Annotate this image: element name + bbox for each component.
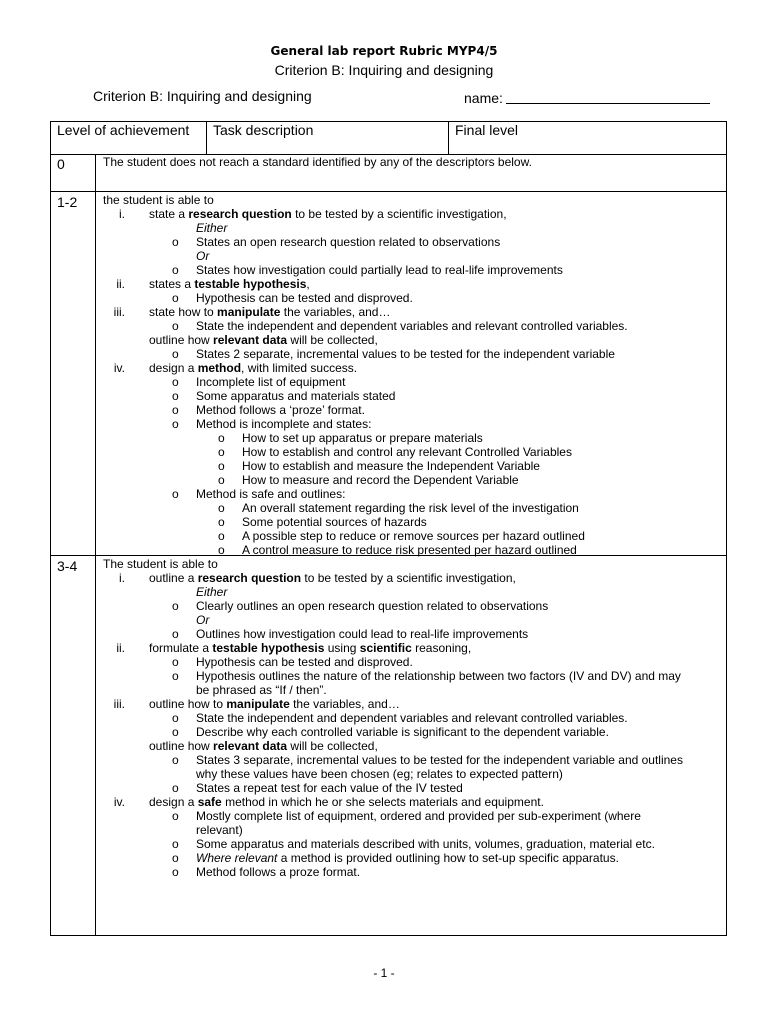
criterion-label: Criterion B: Inquiring and designing <box>93 88 312 104</box>
level-0-label: 0 <box>57 156 65 172</box>
level-col-divider <box>95 154 96 936</box>
level-1-2-label: 1-2 <box>57 194 78 210</box>
header-final-level: Final level <box>455 122 519 138</box>
name-field[interactable] <box>464 88 710 106</box>
page-number: - 1 - <box>373 966 395 980</box>
name-blank-line[interactable] <box>506 88 710 104</box>
document-title: General lab report Rubric MYP4/5 <box>270 44 498 58</box>
document-subtitle: Criterion B: Inquiring and designing <box>274 62 494 78</box>
level-0-description: The student does not reach a standard identified by any of the descriptors below. <box>103 155 532 169</box>
header-task-description: Task description <box>213 122 314 138</box>
name-label: name: <box>464 90 503 106</box>
header-level-of-achievement: Level of achievement <box>57 122 190 138</box>
row-divider-0 <box>50 191 727 192</box>
level-3-4-label: 3-4 <box>57 558 78 574</box>
header-col-divider-2 <box>448 121 449 155</box>
header-col-divider-1 <box>206 121 207 155</box>
